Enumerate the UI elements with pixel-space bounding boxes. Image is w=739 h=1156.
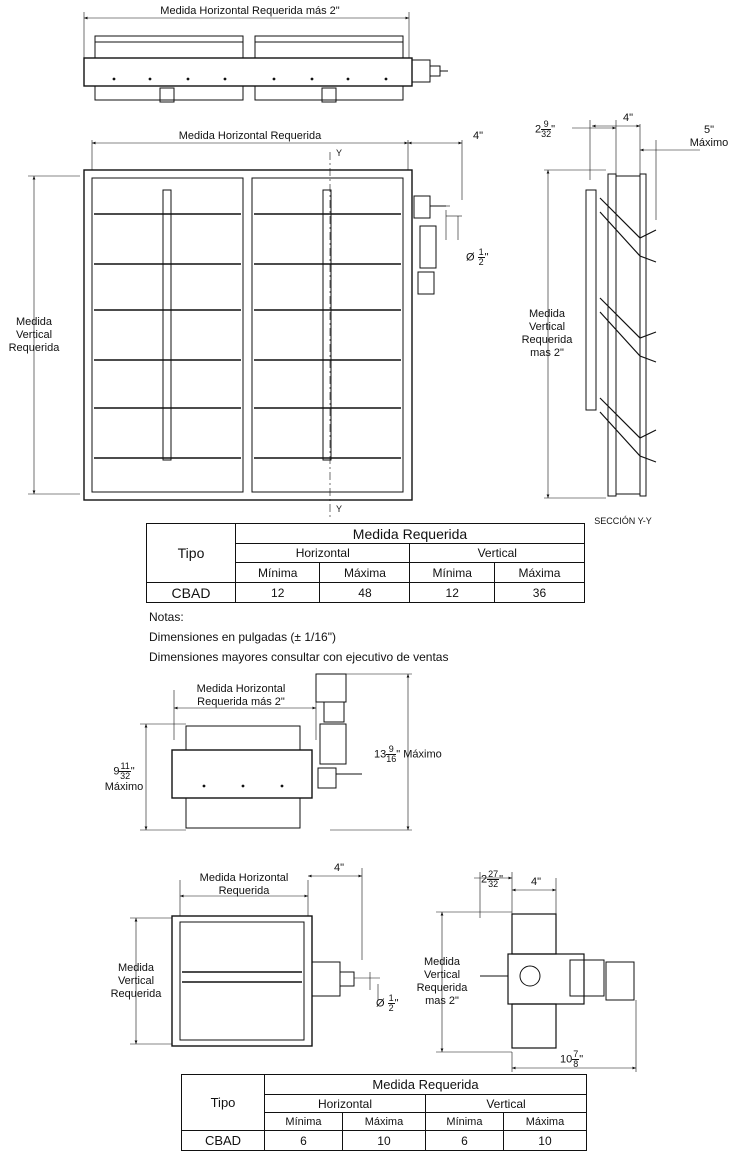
table-cell-v-min: 12 (410, 583, 494, 603)
notes-line-1: Dimensiones en pulgadas (± 1/16") (149, 630, 336, 644)
small-section-bottom-label: 10 $\frac{7}{8}$ " (560, 1049, 584, 1069)
spec-table-small (181, 1074, 587, 1151)
section-four-label: 4" (622, 112, 634, 124)
top-width-label: Medida Horizontal Requerida más 2" (160, 5, 340, 17)
small-front-width-label: Medida Horizontal Requerida (199, 872, 289, 897)
top-view-drawing (84, 12, 448, 102)
small-top-depth-label: 9 $\frac{11}{32}$ " Máximo (104, 761, 144, 793)
table-header-horizontal: Horizontal (265, 1095, 426, 1113)
table-header-h-min: Mínima (265, 1113, 343, 1131)
table-header-horizontal: Horizontal (236, 544, 410, 563)
section-caption: SECCIÓN Y-Y (594, 516, 652, 526)
front-view-drawing (28, 140, 462, 518)
section-max-label: 5" Máximo (689, 124, 729, 149)
small-top-width-label: Medida Horizontal Requerida más 2" (196, 683, 286, 708)
spec-table-large (146, 523, 585, 603)
table-header-medida: Medida Requerida (236, 524, 585, 544)
axis-bottom-label: Y (335, 504, 342, 514)
table-header-h-min: Mínima (236, 563, 320, 583)
table-header-v-min: Mínima (425, 1113, 503, 1131)
table-header-tipo: Tipo (147, 524, 236, 583)
table-cell-tipo: CBAD (182, 1131, 265, 1151)
table-cell-v-max: 36 (494, 583, 584, 603)
table-cell-tipo: CBAD (147, 583, 236, 603)
notes-title: Notas: (149, 610, 184, 624)
table-header-vertical: Vertical (410, 544, 585, 563)
section-depth-label: 2 $\frac{9}{32}$ " (535, 119, 556, 139)
table-header-h-max: Máxima (342, 1113, 425, 1131)
small-section-four-label: 4" (530, 876, 542, 888)
table-cell-h-min: 6 (265, 1131, 343, 1151)
small-front-offset-label: 4" (333, 862, 345, 874)
table-header-medida: Medida Requerida (265, 1075, 587, 1095)
notes-line-2: Dimensiones mayores consultar con ejecutivo de ventas (149, 650, 449, 664)
section-height-label: Medida Vertical Requerida mas 2" (521, 308, 573, 359)
table-cell-h-max: 10 (342, 1131, 425, 1151)
small-section-depth-label: 2 $\frac{27}{32}$ " (481, 869, 504, 889)
table-header-v-max: Máxima (494, 563, 584, 583)
table-header-v-max: Máxima (503, 1113, 586, 1131)
table-header-v-min: Mínima (410, 563, 494, 583)
table-cell-h-min: 12 (236, 583, 320, 603)
small-front-diameter-label: Ø $\frac{1}{2}$ " (376, 993, 399, 1013)
axis-top-label: Y (335, 148, 342, 158)
table-cell-h-max: 48 (320, 583, 410, 603)
table-header-tipo: Tipo (182, 1075, 265, 1131)
table-cell-v-max: 10 (503, 1131, 586, 1151)
front-height-label: Medida Vertical Requerida (8, 316, 60, 354)
table-cell-v-min: 6 (425, 1131, 503, 1151)
front-offset-label: 4" (472, 130, 484, 142)
front-width-label: Medida Horizontal Requerida (178, 130, 322, 142)
small-front-height-label: Medida Vertical Requerida (110, 962, 162, 1000)
front-diameter-label: Ø $\frac{1}{2}$ " (466, 247, 489, 267)
small-section-height-label: Medida Vertical Requerida mas 2" (416, 956, 468, 1007)
small-top-height-label: 13 $\frac{9}{16}$ " Máximo (374, 744, 442, 764)
table-header-vertical: Vertical (425, 1095, 586, 1113)
table-header-h-max: Máxima (320, 563, 410, 583)
